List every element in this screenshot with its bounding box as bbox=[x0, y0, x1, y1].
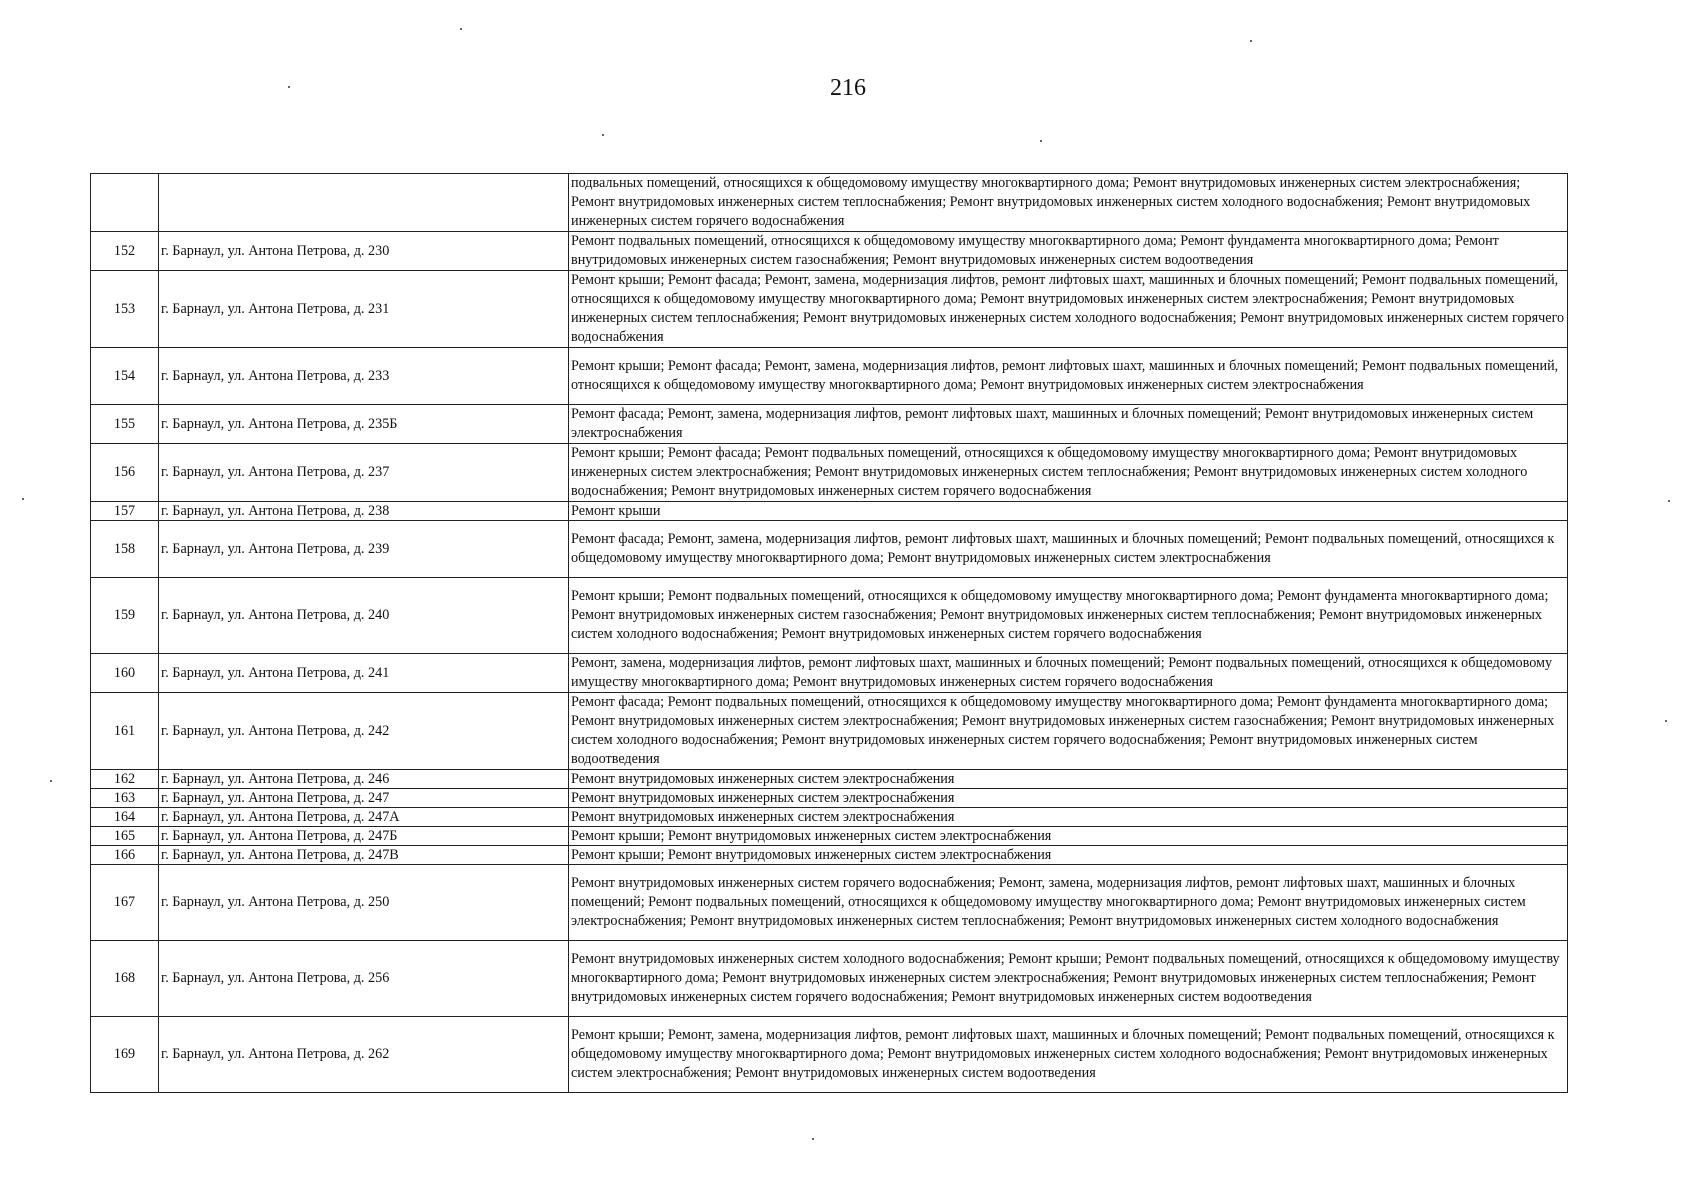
table-row bbox=[91, 827, 1568, 846]
row-works: Ремонт внутридомовых инженерных систем электроснабжения bbox=[569, 789, 1568, 808]
scan-speck bbox=[602, 134, 604, 136]
scan-speck bbox=[50, 780, 52, 782]
row-address: г. Барнаул, ул. Антона Петрова, д. 247А bbox=[159, 808, 569, 827]
row-number: 155 bbox=[91, 405, 159, 444]
row-number: 165 bbox=[91, 827, 159, 846]
page-number: 216 bbox=[830, 75, 866, 101]
scan-speck bbox=[1665, 720, 1667, 722]
row-works: Ремонт, замена, модернизация лифтов, ремонт лифтовых шахт, машинных и блочных помещений; Ремонт подвальных помещений, относящихся к общедомовому имуществу многоквартирного дома; Ремонт внутридомовых инженерных систем горячего водоснабжения bbox=[569, 654, 1568, 693]
row-works: Ремонт крыши; Ремонт фасада; Ремонт, замена, модернизация лифтов, ремонт лифтовых шахт, машинных и блочных помещений; Ремонт подвальных помещений, относящихся к общедомовому имуществу многоквартирного дома; Ремонт внутридомовых инженерных систем электроснабжения; Ремонт внутридомовых инженерных систем теплоснабжения; Ремонт внутридомовых инженерных систем холодного водоснабжения; Ремонт внутридомовых инженерных систем горячего водоснабжения bbox=[569, 271, 1568, 348]
table-row bbox=[91, 521, 1568, 578]
scan-speck bbox=[1668, 500, 1670, 502]
row-number: 168 bbox=[91, 941, 159, 1017]
table-row bbox=[91, 271, 1568, 348]
row-number: 158 bbox=[91, 521, 159, 578]
row-works: Ремонт внутридомовых инженерных систем холодного водоснабжения; Ремонт крыши; Ремонт подвальных помещений, относящихся к общедомовому имуществу многоквартирного дома; Ремонт внутридомовых инженерных систем электроснабжения; Ремонт внутридомовых инженерных систем теплоснабжения; Ремонт внутридомовых инженерных систем горячего водоснабжения; Ремонт внутридомовых инженерных систем водоотведения bbox=[569, 941, 1568, 1017]
row-number: 157 bbox=[91, 502, 159, 521]
row-address: г. Барнаул, ул. Антона Петрова, д. 256 bbox=[159, 941, 569, 1017]
row-works: Ремонт внутридомовых инженерных систем горячего водоснабжения; Ремонт, замена, модернизация лифтов, ремонт лифтовых шахт, машинных и блочных помещений; Ремонт подвальных помещений, относящихся к общедомовому имуществу многоквартирного дома; Ремонт внутридомовых инженерных систем электроснабжения; Ремонт внутридомовых инженерных систем теплоснабжения; Ремонт внутридомовых инженерных систем холодного водоснабжения bbox=[569, 865, 1568, 941]
row-number: 159 bbox=[91, 578, 159, 654]
row-works: подвальных помещений, относящихся к общедомовому имуществу многоквартирного дома; Ремонт внутридомовых инженерных систем электроснабжения; Ремонт внутридомовых инженерных систем теплоснабжения; Ремонт внутридомовых инженерных систем холодного водоснабжения; Ремонт внутридомовых инженерных систем горячего водоснабжения bbox=[569, 174, 1568, 232]
row-address: г. Барнаул, ул. Антона Петрова, д. 240 bbox=[159, 578, 569, 654]
row-number: 161 bbox=[91, 693, 159, 770]
table-row bbox=[91, 865, 1568, 941]
row-number bbox=[91, 174, 159, 232]
table-row bbox=[91, 444, 1568, 502]
row-number: 162 bbox=[91, 770, 159, 789]
scan-speck bbox=[812, 1138, 814, 1140]
table-row bbox=[91, 232, 1568, 271]
row-works: Ремонт крыши; Ремонт внутридомовых инженерных систем электроснабжения bbox=[569, 846, 1568, 865]
table-row bbox=[91, 789, 1568, 808]
row-address: г. Барнаул, ул. Антона Петрова, д. 242 bbox=[159, 693, 569, 770]
row-number: 169 bbox=[91, 1017, 159, 1093]
row-address: г. Барнаул, ул. Антона Петрова, д. 231 bbox=[159, 271, 569, 348]
row-works: Ремонт крыши; Ремонт фасада; Ремонт подвальных помещений, относящихся к общедомовому имуществу многоквартирного дома; Ремонт внутридомовых инженерных систем электроснабжения; Ремонт внутридомовых инженерных систем теплоснабжения; Ремонт внутридомовых инженерных систем холодного водоснабжения; Ремонт внутридомовых инженерных систем горячего водоснабжения bbox=[569, 444, 1568, 502]
row-number: 167 bbox=[91, 865, 159, 941]
row-address: г. Барнаул, ул. Антона Петрова, д. 247Б bbox=[159, 827, 569, 846]
row-works: Ремонт подвальных помещений, относящихся к общедомовому имуществу многоквартирного дома; Ремонт фундамента многоквартирного дома; Ремонт внутридомовых инженерных систем газоснабжения; Ремонт внутридомовых инженерных систем водоотведения bbox=[569, 232, 1568, 271]
row-works: Ремонт внутридомовых инженерных систем электроснабжения bbox=[569, 808, 1568, 827]
row-address: г. Барнаул, ул. Антона Петрова, д. 262 bbox=[159, 1017, 569, 1093]
row-number: 156 bbox=[91, 444, 159, 502]
row-number: 166 bbox=[91, 846, 159, 865]
table-row bbox=[91, 770, 1568, 789]
table-row bbox=[91, 578, 1568, 654]
row-address: г. Барнаул, ул. Антона Петрова, д. 246 bbox=[159, 770, 569, 789]
scan-speck bbox=[1250, 40, 1252, 42]
row-works: Ремонт внутридомовых инженерных систем электроснабжения bbox=[569, 770, 1568, 789]
row-works: Ремонт крыши; Ремонт внутридомовых инженерных систем электроснабжения bbox=[569, 827, 1568, 846]
table-row bbox=[91, 941, 1568, 1017]
table-row bbox=[91, 846, 1568, 865]
row-works: Ремонт крыши; Ремонт подвальных помещений, относящихся к общедомовому имуществу многоквартирного дома; Ремонт фундамента многоквартирного дома; Ремонт внутридомовых инженерных систем газоснабжения; Ремонт внутридомовых инженерных систем теплоснабжения; Ремонт внутридомовых инженерных систем холодного водоснабжения; Ремонт внутридомовых инженерных систем горячего водоснабжения bbox=[569, 578, 1568, 654]
scan-speck bbox=[22, 498, 24, 500]
scan-speck bbox=[460, 28, 462, 30]
row-works: Ремонт фасада; Ремонт, замена, модернизация лифтов, ремонт лифтовых шахт, машинных и блочных помещений; Ремонт внутридомовых инженерных систем электроснабжения bbox=[569, 405, 1568, 444]
table-row bbox=[91, 405, 1568, 444]
row-works: Ремонт фасада; Ремонт, замена, модернизация лифтов, ремонт лифтовых шахт, машинных и блочных помещений; Ремонт подвальных помещений, относящихся к общедомовому имуществу многоквартирного дома; Ремонт внутридомовых инженерных систем электроснабжения bbox=[569, 521, 1568, 578]
row-address: г. Барнаул, ул. Антона Петрова, д. 233 bbox=[159, 348, 569, 405]
row-number: 163 bbox=[91, 789, 159, 808]
table-row bbox=[91, 1017, 1568, 1093]
row-address: г. Барнаул, ул. Антона Петрова, д. 247 bbox=[159, 789, 569, 808]
row-works: Ремонт крыши bbox=[569, 502, 1568, 521]
row-number: 164 bbox=[91, 808, 159, 827]
row-address: г. Барнаул, ул. Антона Петрова, д. 239 bbox=[159, 521, 569, 578]
row-address: г. Барнаул, ул. Антона Петрова, д. 250 bbox=[159, 865, 569, 941]
scan-speck bbox=[288, 86, 290, 88]
row-number: 160 bbox=[91, 654, 159, 693]
row-address: г. Барнаул, ул. Антона Петрова, д. 237 bbox=[159, 444, 569, 502]
row-works: Ремонт крыши; Ремонт фасада; Ремонт, замена, модернизация лифтов, ремонт лифтовых шахт, машинных и блочных помещений; Ремонт подвальных помещений, относящихся к общедомовому имуществу многоквартирного дома; Ремонт внутридомовых инженерных систем электроснабжения bbox=[569, 348, 1568, 405]
table-row bbox=[91, 502, 1568, 521]
table-row bbox=[91, 174, 1568, 232]
row-address: г. Барнаул, ул. Антона Петрова, д. 238 bbox=[159, 502, 569, 521]
row-works: Ремонт крыши; Ремонт, замена, модернизация лифтов, ремонт лифтовых шахт, машинных и блочных помещений; Ремонт подвальных помещений, относящихся к общедомовому имуществу многоквартирного дома; Ремонт внутридомовых инженерных систем холодного водоснабжения; Ремонт внутридомовых инженерных систем электроснабжения; Ремонт внутридомовых инженерных систем водоотведения bbox=[569, 1017, 1568, 1093]
row-number: 153 bbox=[91, 271, 159, 348]
table-row bbox=[91, 808, 1568, 827]
row-address: г. Барнаул, ул. Антона Петрова, д. 241 bbox=[159, 654, 569, 693]
row-number: 154 bbox=[91, 348, 159, 405]
row-works: Ремонт фасада; Ремонт подвальных помещений, относящихся к общедомовому имуществу многоквартирного дома; Ремонт фундамента многоквартирного дома; Ремонт внутридомовых инженерных систем электроснабжения; Ремонт внутридомовых инженерных систем газоснабжения; Ремонт внутридомовых инженерных систем холодного водоснабжения; Ремонт внутридомовых инженерных систем горячего водоснабжения; Ремонт внутридомовых инженерных систем водоотведения bbox=[569, 693, 1568, 770]
table-row bbox=[91, 654, 1568, 693]
row-address: г. Барнаул, ул. Антона Петрова, д. 230 bbox=[159, 232, 569, 271]
row-number: 152 bbox=[91, 232, 159, 271]
row-address: г. Барнаул, ул. Антона Петрова, д. 235Б bbox=[159, 405, 569, 444]
repair-register-table bbox=[90, 173, 1568, 1093]
scan-speck bbox=[1040, 140, 1042, 142]
table-row bbox=[91, 693, 1568, 770]
table-row bbox=[91, 348, 1568, 405]
row-address bbox=[159, 174, 569, 232]
row-address: г. Барнаул, ул. Антона Петрова, д. 247В bbox=[159, 846, 569, 865]
